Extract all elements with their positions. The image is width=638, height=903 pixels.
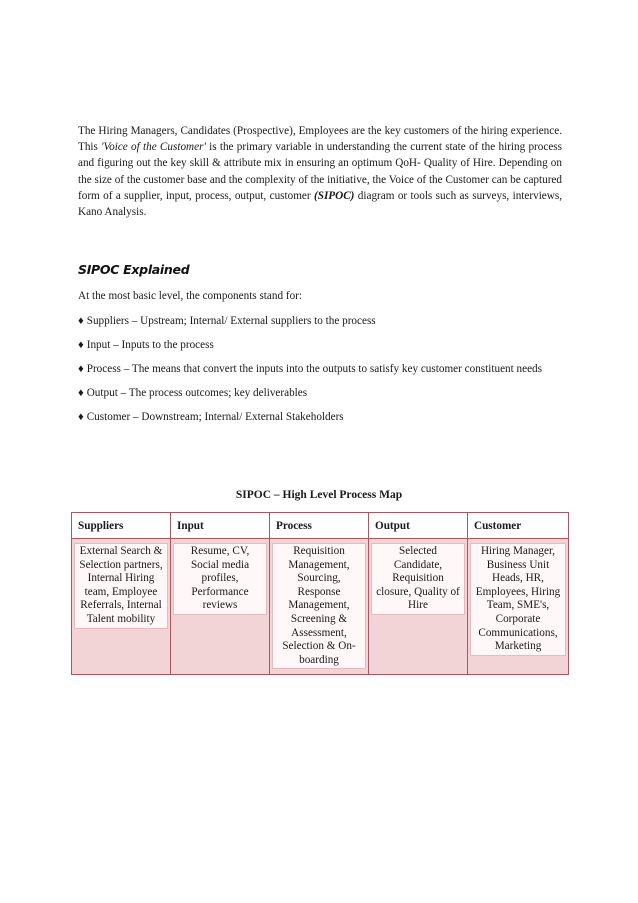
column-header-input: Input [171, 513, 270, 539]
customer-cell-text: Hiring Manager, Business Unit Heads, HR, Employees, Hiring Team, SME's, Corporate Communications, Marketing [470, 543, 566, 656]
intro-paragraph [78, 123, 562, 220]
intro-text-3: diagram or tools such as surveys, interviews, Kano Analysis. [78, 189, 562, 219]
table-cell-suppliers [72, 539, 171, 675]
table-cell-input [171, 539, 270, 675]
component-list [78, 313, 562, 433]
column-header-output: Output [369, 513, 468, 539]
table-header-row [72, 513, 569, 539]
sipoc-abbreviation: (SIPOC) [314, 189, 355, 202]
intro-text-1: The Hiring Managers, Candidates (Prospective), Employees are the key customers of the hiring experience. This [78, 125, 562, 154]
table-cell-customer [468, 539, 569, 675]
list-item-text: Process – The means that convert the inputs into the outputs to satisfy key customer constituent needs [86, 363, 543, 375]
list-item-text: Output – The process outcomes; key deliverables [86, 387, 308, 399]
intro-text-2: is the primary variable in understanding the current state of the hiring process and figuring out the key skill & attribute mix in ensuring an optimum QoH- Quality of Hire. Depending on the size of the customer base and the complexity of the initiative, the Voice of the Customer can be captured form of a supplier, input, process, output, customer [78, 141, 563, 202]
lead-sentence: At the most basic level, the components stand for: [78, 290, 303, 302]
process-map-title: SIPOC – High Level Process Map [235, 489, 403, 501]
input-cell-text: Resume, CV, Social media profiles, Performance reviews [173, 543, 267, 615]
list-item [78, 385, 562, 401]
section-heading: SIPOC Explained [78, 262, 190, 277]
list-item [78, 409, 562, 425]
list-item-text: Customer – Downstream; Internal/ External Stakeholders [86, 411, 344, 423]
diamond-bullet-icon: ♦ [78, 387, 84, 399]
diamond-bullet-icon: ♦ [78, 315, 84, 327]
diamond-bullet-icon: ♦ [78, 339, 84, 351]
sipoc-table [71, 512, 569, 675]
table-row [72, 539, 569, 675]
list-item-text: Suppliers – Upstream; Internal/ External suppliers to the process [86, 315, 376, 327]
output-cell-text: Selected Candidate, Requisition closure, Quality of Hire [371, 543, 465, 615]
column-header-process: Process [270, 513, 369, 539]
list-item [78, 361, 562, 377]
column-header-customer: Customer [468, 513, 569, 539]
list-item [78, 337, 562, 353]
process-cell-text: Requisition Management, Sourcing, Response Management, Screening & Assessment, Selection & On-boarding [272, 543, 366, 669]
list-item-text: Input – Inputs to the process [86, 339, 214, 351]
diamond-bullet-icon: ♦ [78, 363, 84, 375]
voice-of-customer-phrase: 'Voice of the Customer' [101, 141, 206, 154]
diamond-bullet-icon: ♦ [78, 411, 84, 423]
suppliers-cell-text: External Search & Selection partners, Internal Hiring team, Employee Referrals, Internal Talent mobility [74, 543, 168, 629]
list-item [78, 313, 562, 329]
column-header-suppliers: Suppliers [72, 513, 171, 539]
table-cell-process [270, 539, 369, 675]
table-cell-output [369, 539, 468, 675]
